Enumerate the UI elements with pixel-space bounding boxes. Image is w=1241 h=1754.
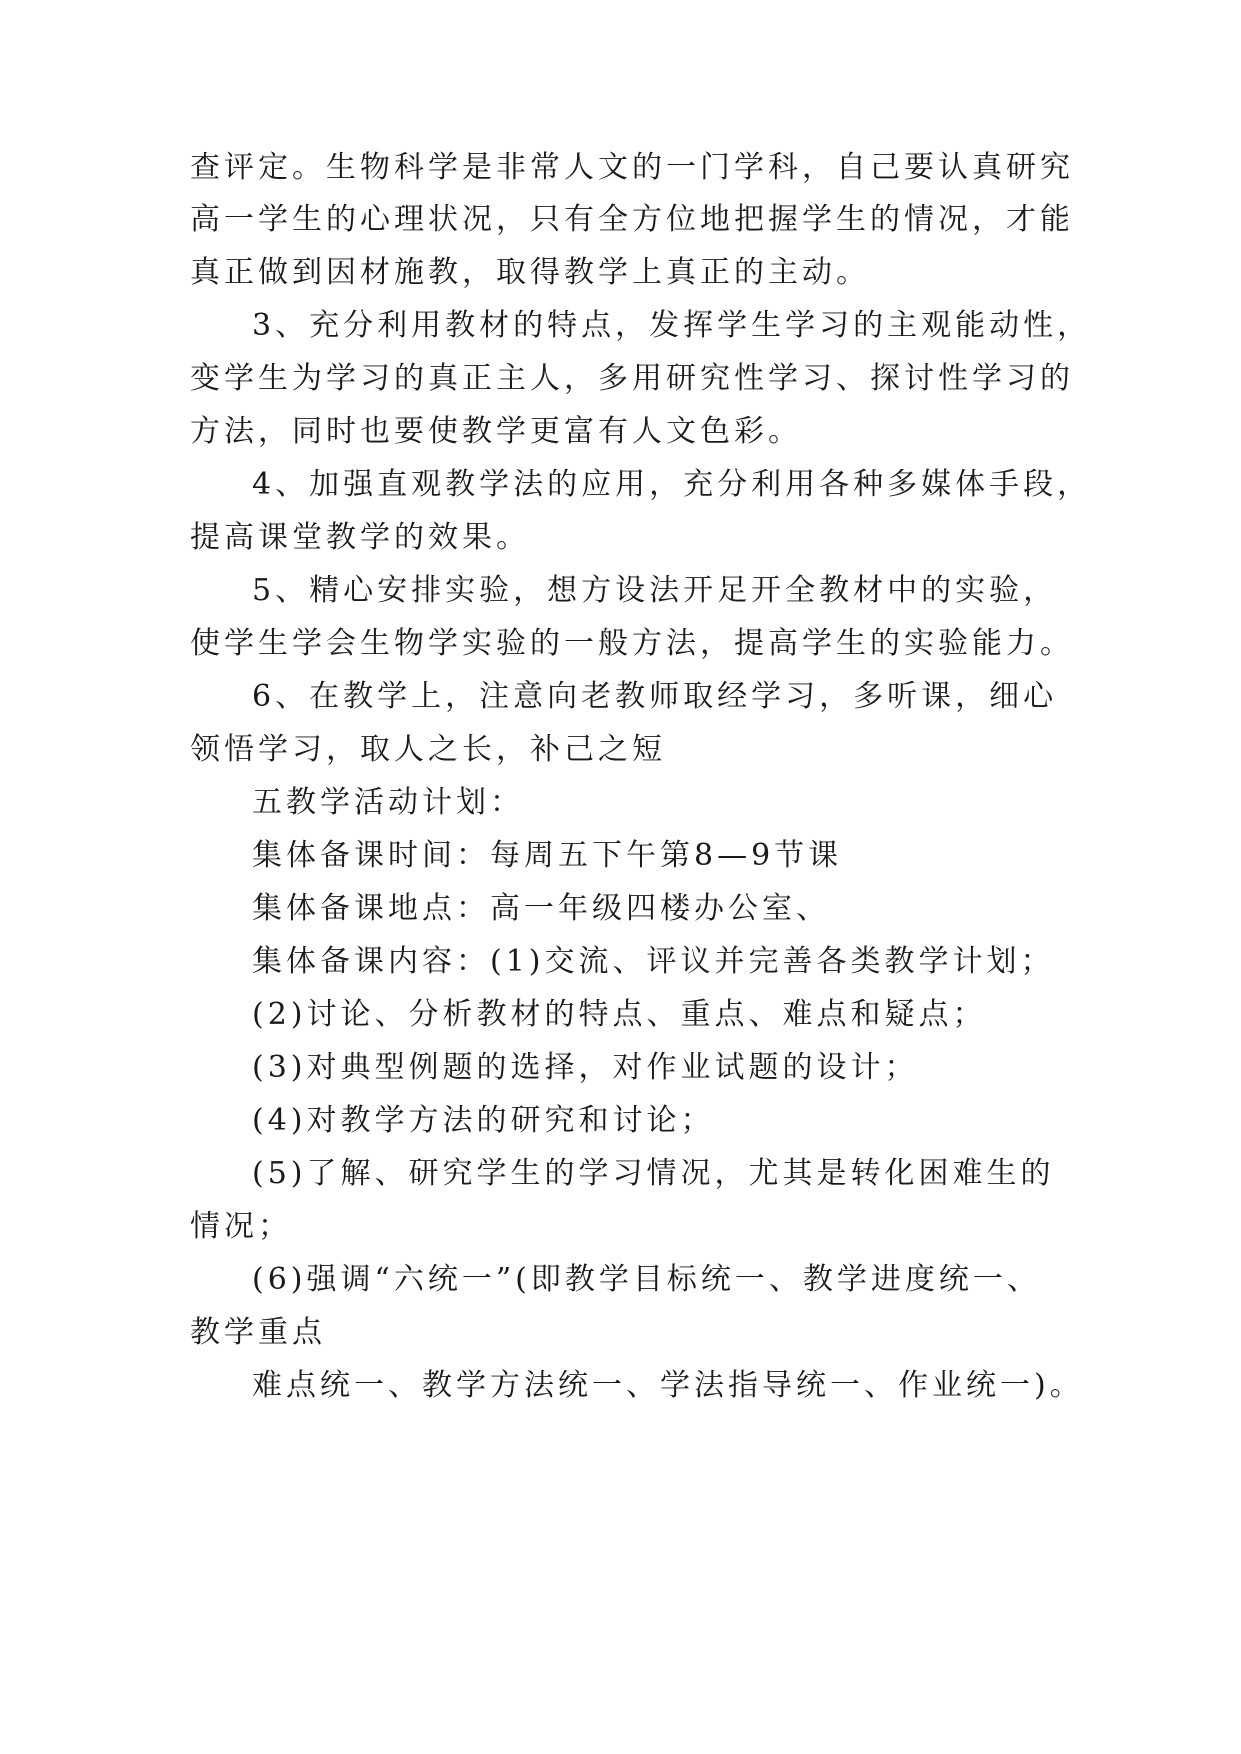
text-line: 5、精心安排实验，想方设法开足开全教材中的实验， — [252, 573, 1058, 608]
text-line: (6)强调“六统一”(即教学目标统一、教学进度统一、 — [252, 1262, 1041, 1297]
text-line: 4、加强直观教学法的应用，充分利用各种多媒体手段， — [252, 467, 1092, 502]
text-line: 领悟学习，取人之长，补己之短 — [190, 732, 666, 767]
text-line: 教学重点 — [190, 1315, 326, 1350]
text-line: 变学生为学习的真正主人，多用研究性学习、探讨性学习的 — [190, 361, 1074, 396]
text-line: 方法，同时也要使教学更富有人文色彩。 — [190, 414, 802, 449]
text-line: (5)了解、研究学生的学习情况，尤其是转化困难生的 — [252, 1156, 1055, 1191]
text-line: (2)讨论、分析教材的特点、重点、难点和疑点； — [252, 997, 987, 1032]
text-line: (3)对典型例题的选择，对作业试题的设计； — [252, 1050, 919, 1085]
text-line: 6、在教学上，注意向老教师取经学习，多听课，细心 — [252, 679, 1058, 714]
text-line: 查评定。生物科学是非常人文的一门学科，自己要认真研究 — [190, 150, 1074, 185]
text-line: 使学生学会生物学实验的一般方法，提高学生的实验能力。 — [190, 626, 1074, 661]
text-line: 提高课堂教学的效果。 — [190, 520, 530, 555]
text-line: 3、充分利用教材的特点，发挥学生学习的主观能动性， — [252, 308, 1092, 343]
section-heading: 五教学活动计划： — [252, 785, 524, 820]
text-line: 高一学生的心理状况，只有全方位地把握学生的情况，才能 — [190, 202, 1074, 237]
text-line: 难点统一、教学方法统一、学法指导统一、作业统一)。 — [252, 1368, 1084, 1403]
text-line: 集体备课内容：(1)交流、评议并完善各类教学计划； — [252, 944, 1055, 979]
text-line: 集体备课地点：高一年级四楼办公室、 — [252, 891, 830, 926]
text-line: 情况； — [190, 1209, 292, 1244]
text-line: 真正做到因材施教，取得教学上真正的主动。 — [190, 255, 870, 290]
text-line: 集体备课时间：每周五下午第8—9节课 — [252, 838, 843, 873]
text-line: (4)对教学方法的研究和讨论； — [252, 1103, 715, 1138]
